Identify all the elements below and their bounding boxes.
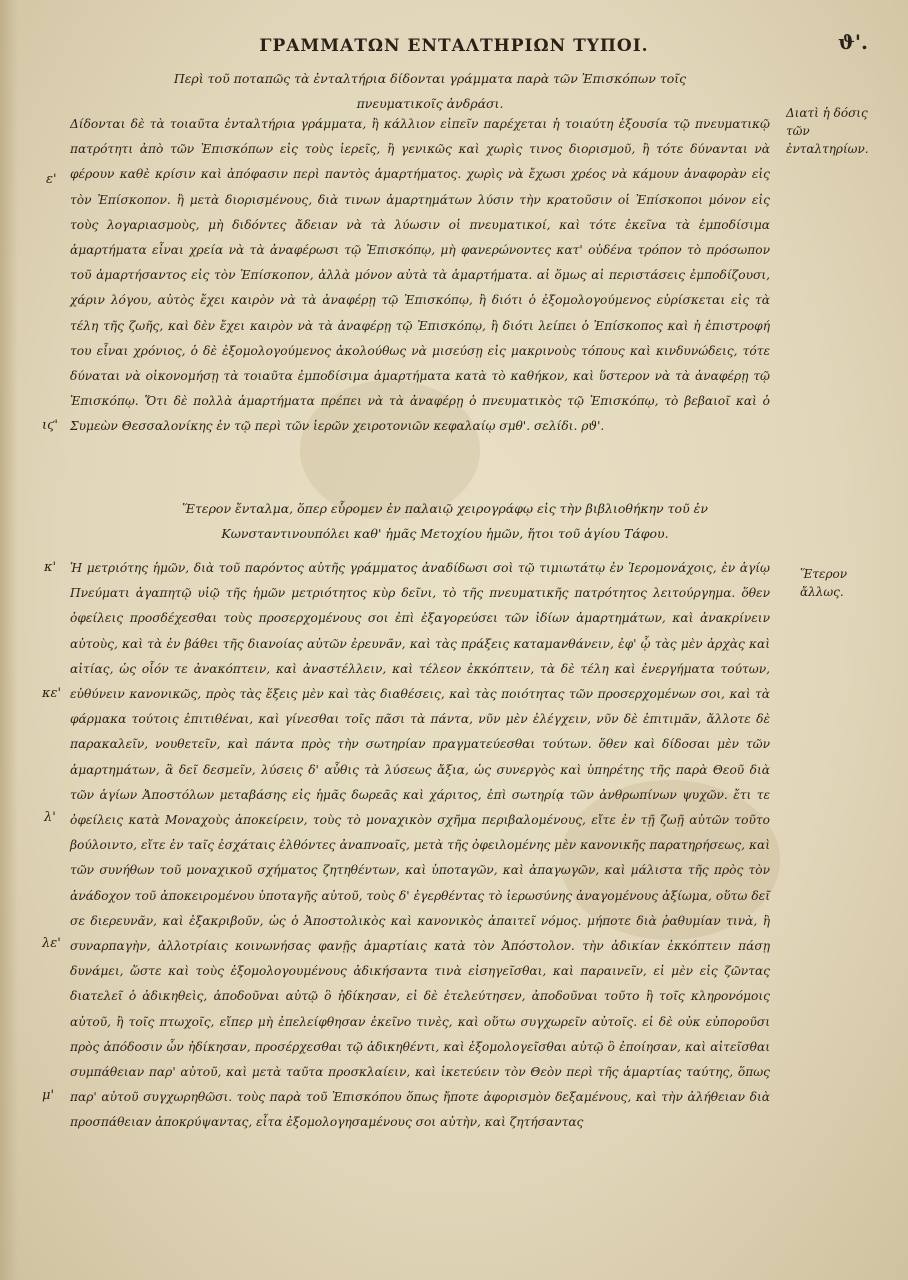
margin-letter: κε' xyxy=(42,686,62,701)
margin-note-right: Ἕτερον ἄλλως. xyxy=(800,567,848,599)
margin-letter: ιϛ' xyxy=(42,418,58,433)
section-two-title: Ἕτερον ἔνταλμα, ὅπερ εὗρομεν ἐν παλαιῷ χειρογράφῳ εἰς τὴν βιβλιοθήκην τοῦ ἐν Κωνσταντινουπόλει καθ' ἡμᾶς Μετοχίου ἡμῶν, ἤτοι τοῦ ἁγίου Τάφου. xyxy=(182,501,708,541)
section-one-paragraph: Δίδονται δὲ τὰ τοιαῦτα ἐνταλτήρια γράμματα, ἢ κάλλιον εἰπεῖν παρέχεται ἡ τοιαύτη ἐξουσία τῷ πνευματικῷ πατρότητι ἀπὸ τῶν Ἐπισκόπων εἰς τοὺς ἱερεῖς, ἢ γενικῶς καὶ χωρὶς τινος διορισμοῦ, ἢ τότε δύνανται νὰ φέρουν καθὲ κρίσιν καὶ ἀπόφασιν περὶ παντὸς ἁμαρτήματος. χωρὶς νὰ ἔχωσι χρέος νὰ κάμουν ἀναφορὰν εἰς τὸν Ἐπίσκοπον. ἢ μετὰ διορισμένους, διὰ τινων ἁμαρτημάτων λύσιν τὴν κρατοῦσιν οἱ Ἐπίσκοποι μόνον εἰς τοὺς λογαριασμοὺς, μὴ διδόντες ἄδειαν νὰ τὰ λύωσιν οἱ πνευματικοί, καὶ τότε ἐκεῖνα τὰ ἐμποδίσιμα ἁμαρτήματα εἶναι χρεία νὰ τὰ ἀναφέρωσι τῷ Ἐπισκόπῳ, μὴ φανερώνοντες κατ' οὐδένα τρόπον τὸ πρόσωπον τοῦ ἁμαρτήσαντος εἰς τὸν Ἐπίσκοπον, ἀλλὰ μόνον αὐτὰ τὰ ἁμαρτήματα. αἱ ὅμως αἱ περιστάσεις ἐμποδίζουσι, χάριν λόγου, αὐτὸς ἔχει καιρὸν νὰ τὰ ἀναφέρῃ τῷ Ἐπισκόπῳ, ἢ διότι ὁ ἐξομολογούμενος εὑρίσκεται εἰς τὰ τέλη τῆς ζωῆς, καὶ δὲν ἔχει καιρὸν νὰ τὰ ἀναφέρῃ τῷ Ἐπισκόπῳ, ἢ διότι λείπει ὁ Ἐπίσκοπος καὶ ἡ ἐπιστροφή του εἶναι χρόνιος, ὁ δὲ ἐξομολογούμενος ἀκολούθως νὰ μισεύσῃ εἰς μακρινοὺς τόπους καὶ κινδυνώδεις, τότε δύναται νὰ οἰκονομήσῃ τὰ τοιαῦτα ἐμποδίσιμα ἁμαρτήματα κατὰ τὸ καθήκον, καὶ ὕστερον νὰ τὰ ἀναφέρῃ τῷ Ἐπισκόπῳ. Ὅτι δὲ πολλὰ ἁμαρτήματα πρέπει νὰ τὰ ἀναφέρῃ ὁ πνευματικὸς τῷ Ἐπισκόπῳ, τὸ βεβαιοῖ καὶ ὁ Συμεὼν Θεσσαλονίκης ἐν τῷ περὶ τῶν ἱερῶν χειροτονιῶν κεφαλαίῳ σμθ'. σελίδι. ρϑ'. xyxy=(70,117,770,434)
margin-letter: ε' xyxy=(46,172,57,187)
section-two-text xyxy=(70,556,770,1196)
margin-note-top: Διατὶ ἡ δόσις τῶν ἐνταλτηρίων. xyxy=(786,106,869,156)
chapter-subheading: Περὶ τοῦ ποταπῶς τὰ ἐνταλτήρια δίδονται γράμματα παρὰ τῶν Ἐπισκόπων τοῖς πνευματικοῖς ἀνδράσι. xyxy=(173,71,687,111)
folio-number: ϑ'. xyxy=(837,30,868,54)
margin-letter: κ' xyxy=(44,560,57,575)
page-header: ΓΡΑΜΜΑΤΩΝ ΕΝΤΑΛΤΗΡΙΩΝ ΤΥΠΟΙ. xyxy=(259,36,649,56)
section-two-paragraph: Ἡ μετριότης ἡμῶν, διὰ τοῦ παρόντος αὐτῆς γράμματος ἀναδίδωσι σοὶ τῷ τιμιωτάτῳ ἐν Ἱερομονάχοις, ἐν ἁγίῳ Πνεύματι ἀγαπητῷ υἱῷ τῆς ἡμῶν μετριότητος κὺρ δεῖνι, τὸ τῆς πνευματικῆς πατρότητος λειτούργημα. ὅθεν ὀφείλεις προσδέχεσθαι τοὺς προσερχομένους σοι ἐπὶ ἐξαγορεύσει τῶν ἰδίων ἁμαρτημάτων, καὶ ἀνακρίνειν αὐτοὺς, καὶ τὰ ἐν βάθει τῆς διανοίας αὐτῶν ἐρευνᾶν, καὶ τὰς πράξεις καταμανθάνειν, ἐφ' ᾧ τὰς μὲν ἀρχὰς καὶ αἰτίας, ὡς οἷόν τε ἀνακόπτειν, καὶ ἀναστέλλειν, καὶ τέλεον ἐκκόπτειν, τὰ δὲ τέλη καὶ ἐνεργήματα τούτων, εὐθύνειν κανονικῶς, πρὸς τὰς ἕξεις μὲν καὶ τὰς διαθέσεις, καὶ τὰς ποιότητας τῶν προσερχομένων σοι, καὶ τὰ φάρμακα τούτοις ἐπιτιθέναι, καὶ γίνεσθαι τοῖς πᾶσι τὰ πάντα, νῦν μὲν ἐλέγχειν, νῦν δὲ ἐπιτιμᾶν, ἄλλοτε δὲ παρακαλεῖν, νουθετεῖν, καὶ πάντα πρὸς τὴν σωτηρίαν πραγματεύεσθαι τούτων. ὅθεν καὶ δίδοσαι μὲν τῶν ἁμαρτημάτων, ἃ δεῖ δεσμεῖν, λύσεις δ' αὖθις τὰ λύσεως ἄξια, ὡς συνεργὸς καὶ ὑπηρέτης τῆς παρὰ Θεοῦ διὰ τῶν ἁγίων Ἀποστόλων μεταβάσης εἰς ἡμᾶς δωρεᾶς καὶ χάριτος, ἐπὶ σωτηρίᾳ τῶν ἀνθρωπίνων ψυχῶν. ἔτι τε ὀφείλεις κατὰ Μοναχοὺς ἀποκείρειν, τοὺς τὸ μοναχικὸν σχῆμα περιβαλομένους, εἴτε ἐν τῇ ζωῇ αὐτῶν τοῦτο βούλοιντο, εἴτε ἐν ταῖς ἐσχάταις ἐλθόντες ἀναπνοαῖς, μετὰ τῆς ὀφειλομένης μὲν κανονικῆς παρατηρήσεως, καὶ τῶν συνήθων τοῦ μοναχικοῦ σχήματος ζητηθέντων, καὶ ὑποταγῶν, καὶ ἀπαγωγῶν, καὶ μάλιστα τῆς πρὸς τὸν ἀνάδοχον τοῦ ἀποκειρομένου ὑποταγῆς αὐτοῦ, τοὺς δ' ἐγερθέντας τὸ ἱερωσύνης ἀναγομένους ἀξίωμα, οὕτω δεῖ σε διερευνᾶν, καὶ ἐξακριβοῦν, ὡς ὁ Ἀποστολικὸς καὶ κανονικὸς ἀπαιτεῖ νόμος. μήποτε διὰ ῥαθυμίαν τινὰ, ἢ συναρπαγὴν, ἀλλοτρίαις κοινωνήσας φανῇς ἁμαρτίαις κατὰ τὸν Ἀπόστολον. τὴν ἀδικίαν ἐκκόπτειν πάσῃ δυνάμει, ὥστε καὶ τοὺς ἐξομολογουμένους ἀδικήσαντα τινὰ εἰσηγεῖσθαι, καὶ παραινεῖν, εἰ μὲν εἰς ζῶντας διατελεῖ ὁ ἀδικηθεὶς, ἀποδοῦναι αὐτῷ ὃ ἠδίκησαν, εἰ δὲ ἐτελεύτησεν, ἀποδοῦναι τοῦτο ἢ τοῖς κληρονόμοις αὐτοῦ, ἢ τοῖς πτωχοῖς, εἴπερ μὴ ἐπελείφθησαν ἐκεῖνο τινὲς, καὶ οὕτω συγχωρεῖν αὐτοῖς. εἰ δὲ οὐκ εὐποροῦσι πρὸς ἀπόδοσιν ὧν ἠδίκησαν, προσέρχεσθαι τῷ ἀδικηθέντι, καὶ ἐξομολογεῖσθαι αὐτῷ ὃ ἐποίησαν, καὶ αἰτεῖσθαι συμπάθειαν παρ' αὐτοῦ, καὶ μετὰ ταῦτα προσκλαίειν, καὶ ἱκετεύειν τὸν Θεὸν περὶ τῆς ἁμαρτίας ταύτης, ὅπως παρ' αὐτοῦ συγχωρηθῶσι. τοὺς παρὰ τοῦ Ἐπισκόπου ὅπως ἤποτε ἀφορισμὸν δεξαμένους, καὶ τὴν ἀλήθειαν διὰ προσπάθειαν ἀποκρύψαντας, εἶτα ἐξομολογησαμένους σοι αὐτὴν, καὶ ζητήσαντας xyxy=(70,561,770,1130)
section-one-text xyxy=(70,112,770,512)
margin-letter: λ' xyxy=(44,810,56,825)
margin-letter: μ' xyxy=(42,1088,55,1103)
margin-letter: λε' xyxy=(42,936,61,951)
gutter-shadow xyxy=(0,0,18,1280)
